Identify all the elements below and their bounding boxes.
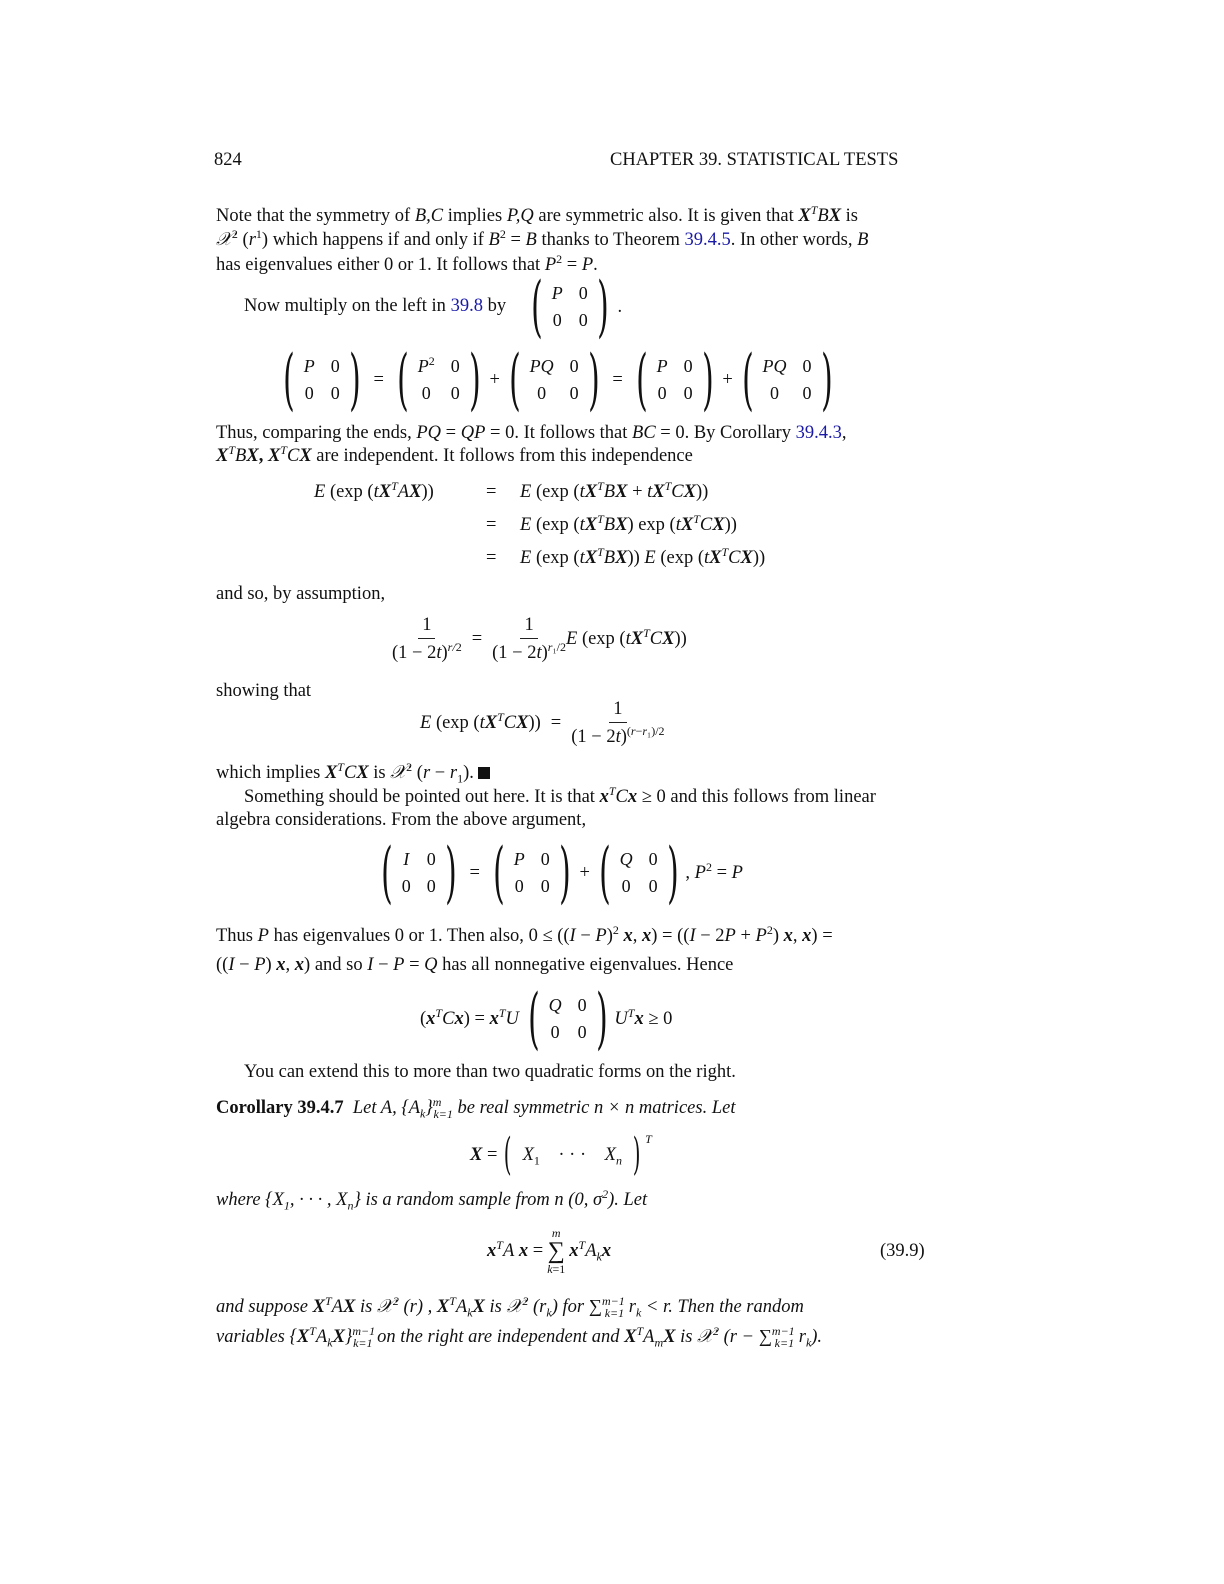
text-line: You can extend this to more than two quadratic forms on the right.	[244, 1062, 736, 1082]
equation: E (exp $(tX^TBX)$) E (exp $(tX^TCX)$)	[520, 544, 766, 568]
equation: X = ( $X_1$ · · · $X_n$ ) T	[470, 1129, 652, 1180]
corollary-statement: Corollary 39.4.7 Let A, $\{A_k\}^m_{k=1}$ be real symmetric n × n matrices. Let	[216, 1094, 736, 1121]
equation: =	[486, 548, 497, 568]
equation: E (exp $(tX^TBX)$ $\exp (tX^TCX)$)	[520, 511, 737, 535]
text-line: Thus, comparing the ends, PQ = QP = 0. It follows that BC = 0. By Corollary 39.4.3,	[216, 423, 847, 443]
text-line: Note that the symmetry of B,C implies P,Q are symmetric also. It is given that $X^TBX$ is	[216, 202, 858, 226]
equation-link[interactable]: 39.8	[450, 296, 483, 316]
equation: =	[486, 515, 497, 535]
text-line: $X^TBX$, $X^TCX$ are independent. It follows from this independence	[216, 442, 693, 466]
text-line: Now multiply on the left in 39.8 by	[244, 296, 507, 316]
equation: =	[486, 482, 497, 502]
qed-square	[478, 767, 490, 779]
text-line: algebra considerations. From the above argument,	[216, 810, 587, 830]
text-line: variables $\{X^TA_kX\}^{m-1}_{k=1}$ on the right are independent and $X^TA_mX$ is 𝒳$^2$ (r − ∑$^{m-1}_{k=1}$ $r_k$).	[216, 1323, 823, 1350]
text-line: 𝒳$^2$ $(r^1)$ which happens if and only if $B^2 = B$ thanks to Theorem 39.4.5. In other words, B	[216, 226, 869, 250]
matrix-equation: ( I 0 0 0 ) = ( P 0 0 0 ) + ( Q 0 0 0 ) , $P^2 = P$	[381, 834, 743, 911]
text-line: showing that	[216, 681, 312, 701]
text-line: has eigenvalues either 0 or 1. It follows that $P^2 = P$.	[216, 251, 598, 275]
equation: E (exp $(tX^TBX + tX^TCX)$)	[520, 478, 709, 502]
corollary-link[interactable]: 39.4.3	[795, 423, 842, 443]
equation: $(x^TCx) = x^TU$ ( Q 0 0 0 ) $U^Tx \ge 0$	[420, 980, 673, 1057]
text-line: Thus P has eigenvalues 0 or 1. Then also, $0 \le ((I - P)^2$ x, $x) = ((I - 2P + P^2)$ x, x) =	[216, 922, 833, 946]
page-number: 824	[214, 150, 242, 170]
text-line: ((I − P) x, x) and so I − P = Q has all nonnegative eigenvalues. Hence	[216, 955, 734, 975]
text-line: and suppose $X^TAX$ is 𝒳$^2$ (r) , $X^TA_kX$ is 𝒳$^2$ $(r_k)$ for ∑$^{m-1}_{k=1}$ $r_k < r$. Then the random	[216, 1293, 804, 1320]
equation: $x^TA$ x = m ∑ k=1 $x^TA_kx$	[487, 1226, 612, 1276]
text-line: which implies $X^TCX$ is 𝒳$^2$ $(r - r_1)$.	[216, 764, 936, 783]
theorem-link[interactable]: 39.4.5	[684, 230, 731, 250]
text-line: where {$X_1$, · · · , $X_n$} is a random sample from n (0, $\sigma^2$). Let	[216, 1186, 648, 1213]
text-line: and so, by assumption,	[216, 584, 386, 604]
running-header: CHAPTER 39. STATISTICAL TESTS	[610, 150, 899, 170]
equation: E (exp $(tX^TCX)$) = $\frac{1}{(1 - 2t)^{(r-r_1)/2}}$	[420, 699, 665, 747]
equation: E (exp $(tX^TAX)$)	[314, 478, 434, 502]
equation: $\frac{1}{(1 - 2t)^{r/2}}$ = $\frac{1}{(1 - 2t)^{r_1/2}}$ E (exp $(tX^TCX)$)	[392, 615, 687, 663]
matrix-equation: ( P 0 0 0 ) = ( $P^2$ 0 0 0 ) + ( PQ 0 0 0 ) = ( P 0 0 0 ) + ( PQ 0 0 0 )	[283, 341, 833, 418]
text-line: Something should be pointed out here. It is that $x^TCx \ge 0$ and this follows from linear	[244, 783, 876, 807]
equation-number: (39.9)	[880, 1241, 925, 1261]
matrix: ( P 0 0 0 ) .	[531, 268, 623, 345]
